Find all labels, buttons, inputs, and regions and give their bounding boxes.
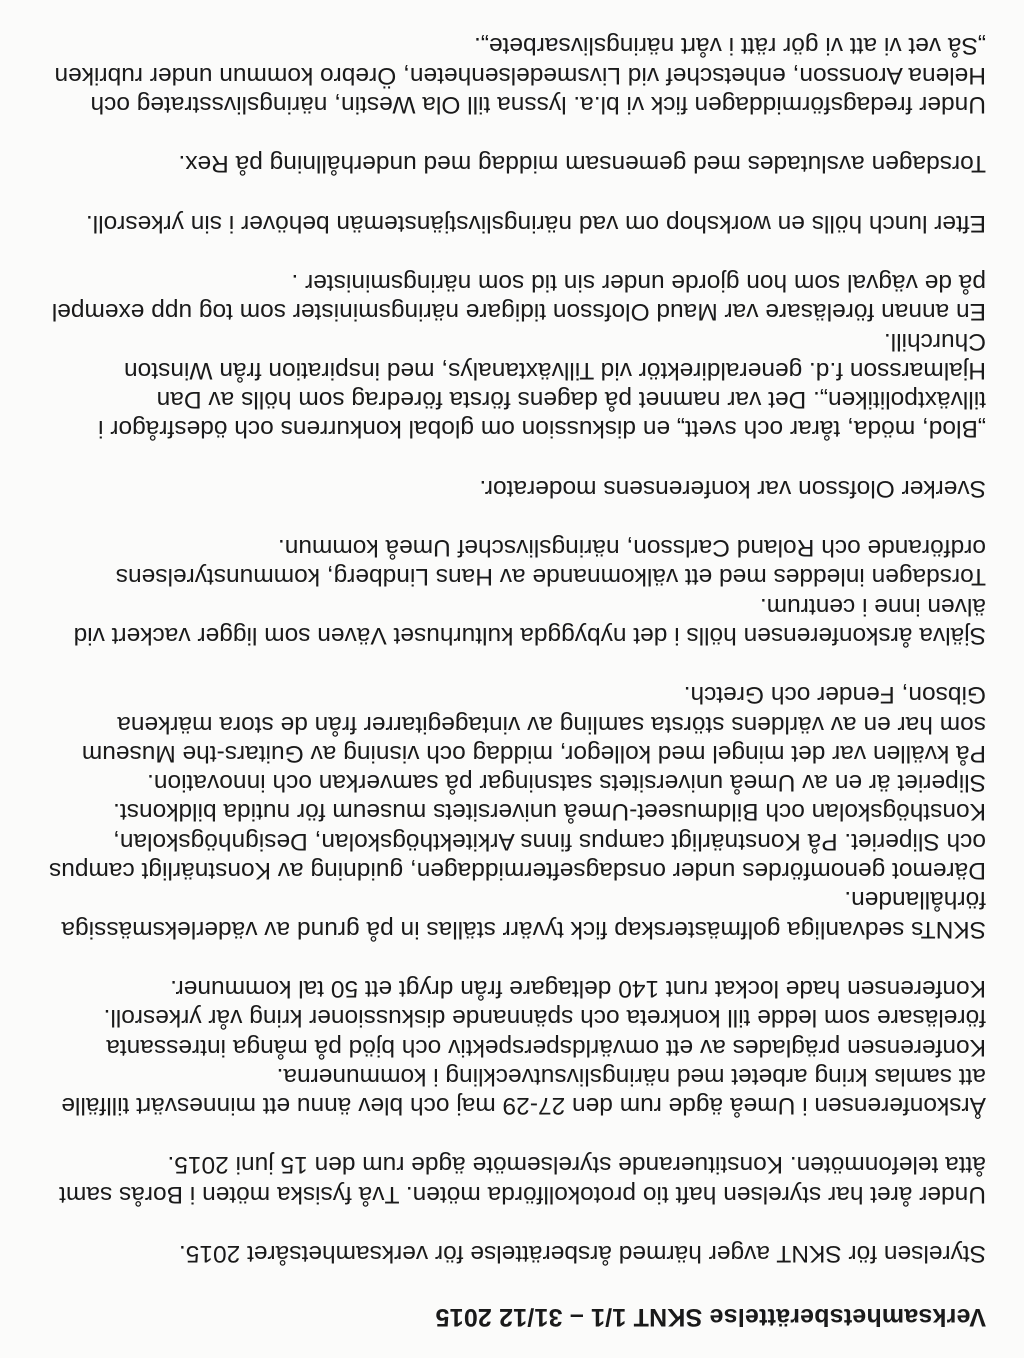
document-title: Verksamhetsberättelse SKNT 1/1 – 31/12 2015: [435, 1303, 986, 1331]
paragraph: [38, 473, 986, 502]
text-line: Under året har styrelsen haft tio protokollförda möten. Två fysiska möten i Borås samt: [59, 1180, 986, 1208]
text-line: Sliperiet är en av Umeå universitets satsningar på samverkan och innovation.: [147, 769, 986, 797]
paragraph: [38, 974, 986, 1120]
paragraph: [38, 31, 986, 119]
paragraph: [38, 1239, 986, 1268]
paragraph: [38, 533, 986, 650]
text-line: Under fredagsförmiddagen fick vi bl.a. lyssna till Ola Westin, näringslivsstrateg och: [90, 91, 986, 119]
text-line: Konferensen präglades av ett omvärldsperspektiv och bjöd på många intressanta: [106, 1033, 986, 1061]
text-line: Gibson, Fender och Gretch.: [683, 681, 986, 709]
paragraph: [38, 1150, 986, 1209]
text-line: Däremot genomfördes under onsdagseftermiddagen, guidning av Konstnärligt campus: [48, 857, 986, 885]
text-line: „Så vet vi att vi gör rätt i vårt näringslivsarbete„.: [474, 32, 986, 60]
text-line: Helena Aronsson, enhetschef vid Livsmedelsenheten, Örebro kommun under rubriken: [54, 61, 986, 89]
text-line: Årskonferensen i Umeå ägde rum den 27-29 maj och blev ännu ett minnesvärt tillfälle: [61, 1092, 986, 1120]
text-line: Själva årskonferensen hölls i det nybyggda kulturhuset Väven som ligger vackert vid: [73, 621, 986, 649]
text-line: föreläsare som ledde till konkreta och spännande diskussioner kring vår yrkesroll.: [103, 1004, 986, 1032]
text-line: att samlas kring arbetet med näringslivsutveckling i kommunerna.: [276, 1062, 986, 1090]
paragraph: [38, 208, 986, 237]
paragraph: [38, 268, 986, 444]
paragraph: [38, 680, 986, 944]
text-line: På kvällen var det mingel med kollegor, middag och visning av Guitars-the Museum: [81, 739, 986, 767]
text-line: SKNTs sedvanliga golfmästerskap fick tyvärr ställas in på grund av väderleksmässiga: [61, 915, 986, 943]
text-line: „Blod, möda, tårar och svett„ en diskussion om global konkurrens och ödesfrågor i: [98, 415, 986, 443]
paragraph-list: [38, 31, 986, 1268]
text-line: tillväxtpolitiken„. Det var namnet på dagens första föredrag som hölls av Dan: [156, 386, 986, 414]
text-line: som har en av världens största samling av vintagegitarrer från de stora märkena: [117, 710, 986, 738]
text-line: Torsdagen avslutades med gemensam middag med underhållning på Rex.: [178, 150, 986, 178]
text-line: Efter lunch hölls en workshop om vad näringslivstjänstemän behöver i sin yrkesroll.: [85, 209, 986, 237]
text-line: Churchill.: [883, 327, 986, 355]
text-line: åtta telefonmöten. Konstituerande styrelsemöte ägde rum den 15 juni 2015.: [167, 1151, 986, 1179]
text-line: Styrelsen för SKNT avger härmed årsberättelse för verksamhetsåret 2015.: [178, 1240, 986, 1267]
text-line: Hjalmarsson f.d. generaldirektör vid Tillväxtanalys, med inspiration från Winston: [124, 356, 986, 384]
text-line: Torsdagen inleddes med ett välkomnande av Hans Lindberg, kommunstyrelsens: [115, 563, 986, 591]
text-line: på de vägval som hon gjorde under sin tid som näringsminister .: [291, 268, 986, 296]
document-body: [38, 31, 986, 1332]
text-line: ordförande och Roland Carlsson, näringslivschef Umeå kommun.: [277, 534, 986, 562]
text-line: Konferensen hade lockat runt 140 deltagare från drygt ett 50 tal kommuner.: [170, 974, 986, 1002]
text-line: förhållanden.: [844, 886, 986, 914]
text-line: En annan föreläsare var Maud Olofsson tidigare näringsminister som tog upp exempel: [51, 298, 986, 326]
text-line: Sverker Olofsson var konferensens moderator.: [479, 474, 986, 502]
text-line: älven inne i centrum.: [759, 592, 986, 620]
text-line: Konsthögskolan och Bildmuseet-Umeå universitets museum för nutida bildkonst.: [113, 798, 986, 826]
text-line: och Sliperiet. På Konstnärligt campus finns Arkitekthögskolan, Designhögskolan,: [113, 827, 986, 855]
paragraph: [38, 149, 986, 178]
